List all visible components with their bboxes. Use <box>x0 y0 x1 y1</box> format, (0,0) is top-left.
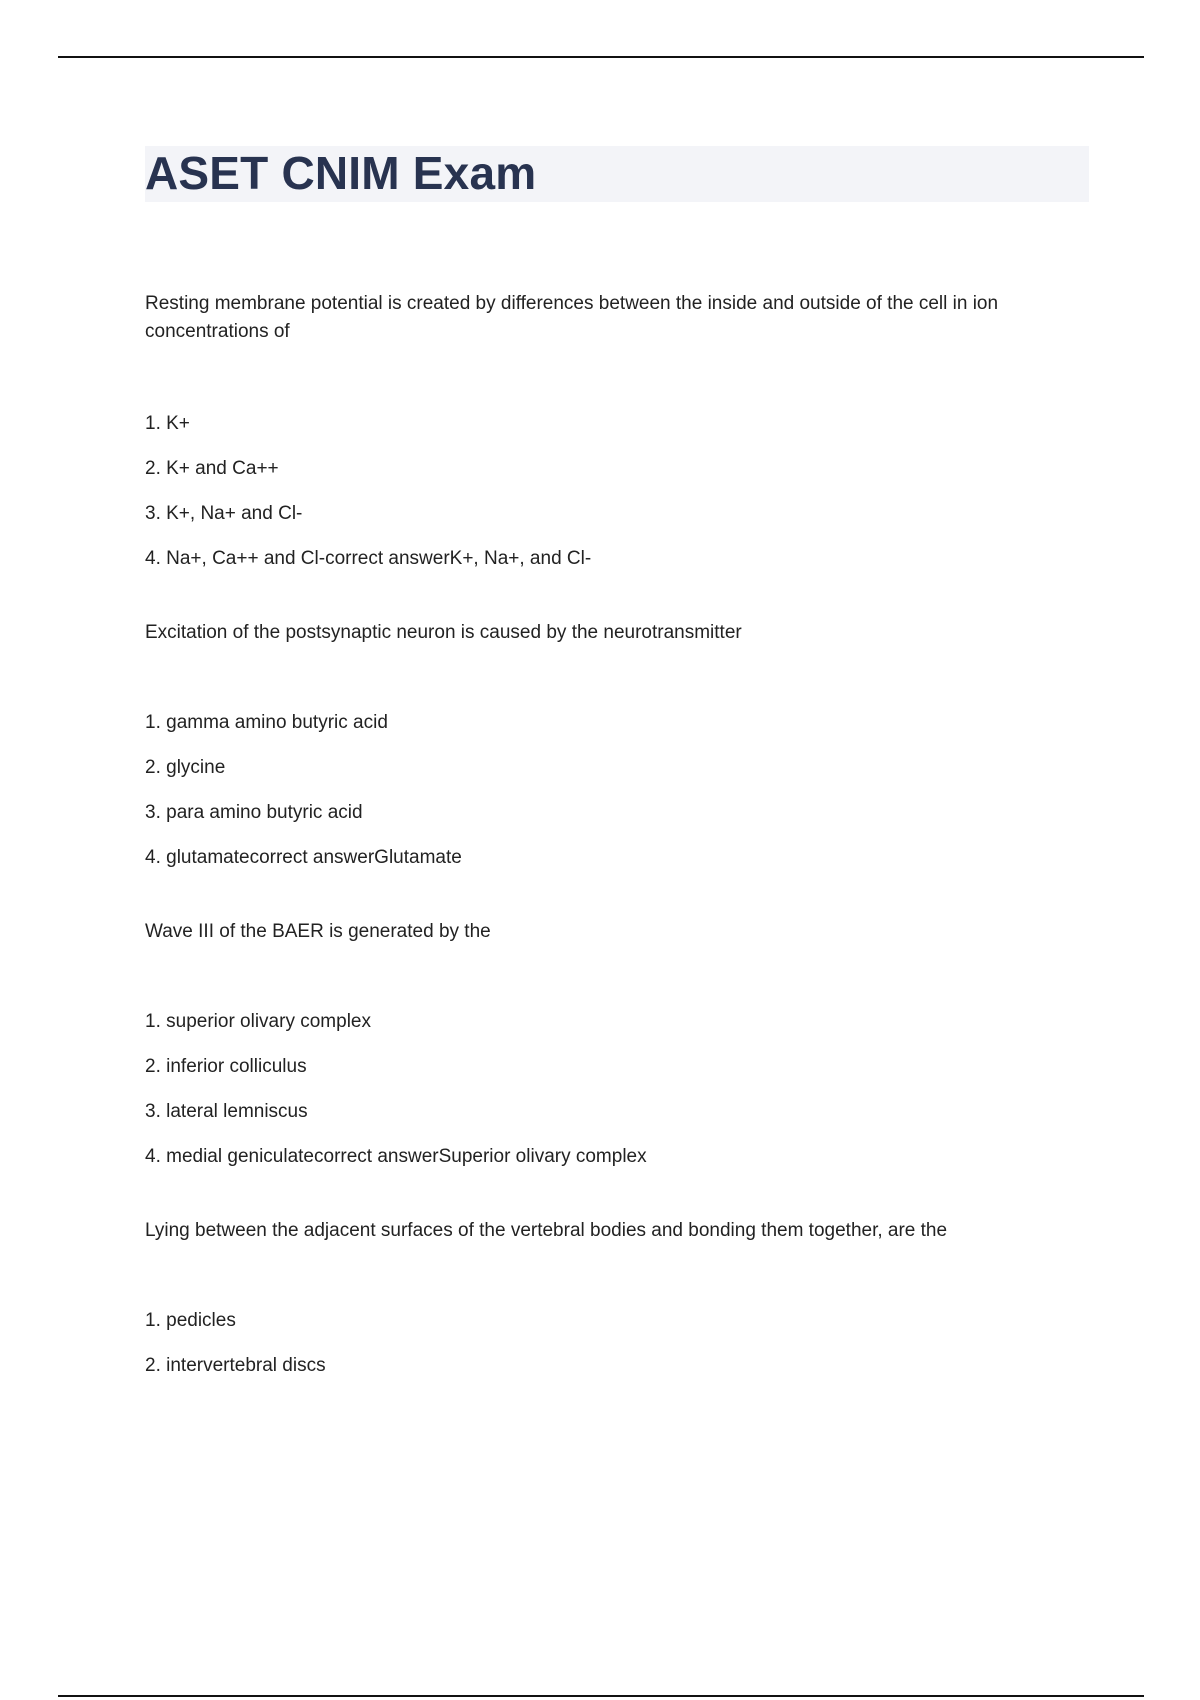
option-item: 3. para amino butyric acid <box>145 802 363 823</box>
bottom-rule <box>58 1695 1144 1697</box>
option-item: 1. superior olivary complex <box>145 1011 371 1032</box>
option-item: 2. glycine <box>145 757 226 778</box>
question-text: Excitation of the postsynaptic neuron is caused by the neurotransmitter <box>145 622 742 643</box>
option-item: 3. lateral lemniscus <box>145 1101 308 1122</box>
question-block <box>145 619 1085 872</box>
question-text: Resting membrane potential is created by differences between the inside and outside of the cell in ion concentrations of <box>145 293 999 342</box>
option-item: 4. medial geniculatecorrect answerSuperior olivary complex <box>145 1146 647 1167</box>
option-item: 2. K+ and Ca++ <box>145 458 279 479</box>
option-list <box>145 410 1085 573</box>
top-rule <box>58 56 1144 58</box>
question-text: Lying between the adjacent surfaces of the vertebral bodies and bonding them together, are the <box>145 1220 948 1241</box>
document-title: ASET CNIM Exam <box>145 147 537 199</box>
question-block <box>145 918 1085 1171</box>
option-item: 1. pedicles <box>145 1310 236 1331</box>
option-item: 3. K+, Na+ and Cl- <box>145 503 303 524</box>
question-list <box>145 290 1085 1426</box>
option-list <box>145 1307 1085 1380</box>
option-item: 2. inferior colliculus <box>145 1056 307 1077</box>
question-block <box>145 290 1085 573</box>
option-item: 1. K+ <box>145 413 190 434</box>
option-item: 1. gamma amino butyric acid <box>145 712 388 733</box>
option-list <box>145 709 1085 872</box>
question-block <box>145 1217 1085 1380</box>
option-item: 2. intervertebral discs <box>145 1355 326 1376</box>
question-text: Wave III of the BAER is generated by the <box>145 921 491 942</box>
option-item: 4. Na+, Ca++ and Cl-correct answerK+, Na+, and Cl- <box>145 548 592 569</box>
option-list <box>145 1008 1085 1171</box>
option-item: 4. glutamatecorrect answerGlutamate <box>145 847 462 868</box>
